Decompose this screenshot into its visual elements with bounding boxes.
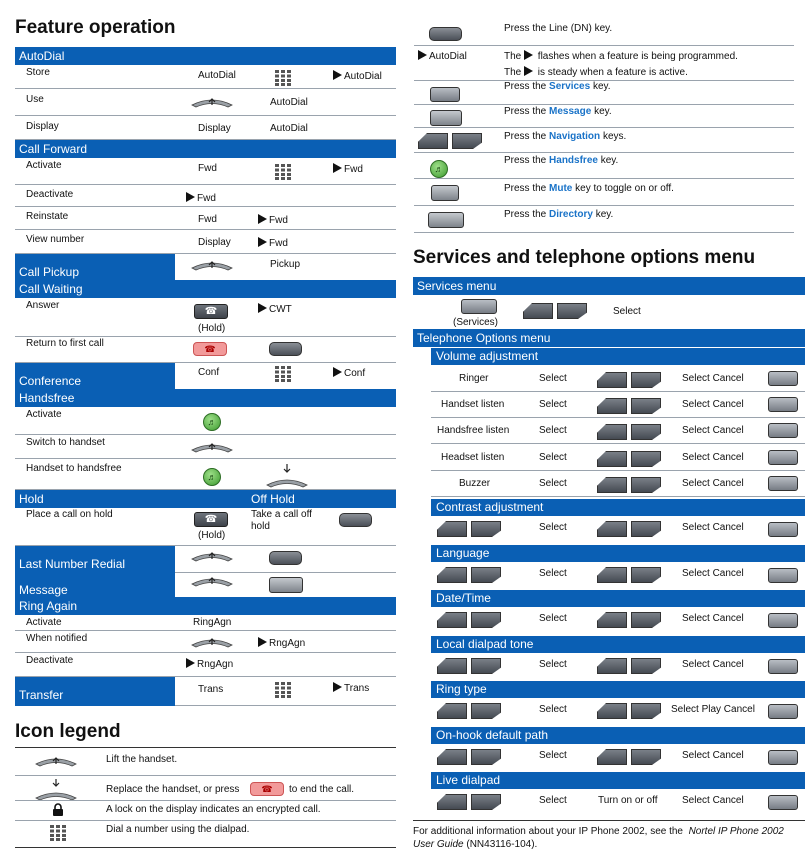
last-number-redial-header: Last Number Redial <box>15 546 175 575</box>
autodial-use-key: AutoDial <box>270 97 308 108</box>
navigation-right-key-icon <box>631 477 661 493</box>
divider <box>414 127 794 128</box>
dialpad-icon <box>50 825 66 841</box>
fwd-deactivate-indicator: Fwd <box>186 192 216 205</box>
handset-lift-icon <box>190 96 234 108</box>
divider <box>15 630 396 631</box>
mute-key-icon <box>431 185 459 201</box>
fwd-reinstate-label: Reinstate <box>26 211 69 222</box>
divider <box>175 572 396 573</box>
cw-answer-label: Answer <box>26 300 60 311</box>
navigation-right-key-icon <box>452 133 482 149</box>
volume-row-end: Select Cancel <box>682 425 744 436</box>
divider <box>15 652 396 653</box>
services-key-icon <box>430 87 460 102</box>
goodbye-key-icon: ☎ <box>193 342 227 356</box>
navigation-right-key-icon <box>631 424 661 440</box>
divider <box>15 820 396 821</box>
ra-notified-label: When notified <box>26 633 88 644</box>
telephone-options-header: Telephone Options menu <box>413 329 805 347</box>
message-header: Message <box>15 572 175 601</box>
option-mid: Turn on or off <box>598 795 658 806</box>
navigation-left-key-icon <box>597 612 627 628</box>
option-end: Select Cancel <box>682 522 744 533</box>
transfer-indicator: Trans <box>333 682 369 695</box>
services-key-icon <box>768 750 798 765</box>
legend-replace: Replace the handset, or press <box>106 784 240 795</box>
navigation-left-key-icon <box>437 749 467 765</box>
navigation-left-key-icon <box>597 521 627 537</box>
fwd-reinstate-key: Fwd <box>198 214 217 225</box>
navigation-left-key-icon <box>523 303 553 319</box>
transfer-header: Transfer <box>15 677 175 706</box>
option-section-header: Local dialpad tone <box>431 636 805 653</box>
option-select: Select <box>539 522 567 533</box>
divider <box>15 115 396 116</box>
handset-lift-icon <box>190 441 234 453</box>
ra-deactivate-label: Deactivate <box>26 655 74 666</box>
option-section-header: Language <box>431 545 805 562</box>
volume-row-end: Select Cancel <box>682 478 744 489</box>
navigation-left-key-icon <box>597 398 627 414</box>
divider <box>15 184 396 185</box>
feature-operation-title: Feature operation <box>15 17 176 38</box>
volume-row-end: Select Cancel <box>682 452 744 463</box>
divider <box>15 775 396 776</box>
navigation-right-key-icon <box>631 658 661 674</box>
handsfree-key-icon: ♬ <box>430 160 448 178</box>
indicator-arrow-icon <box>333 70 342 80</box>
services-key-icon <box>768 476 798 491</box>
line-key-icon <box>269 551 302 565</box>
option-section-header: Live dialpad <box>431 772 805 789</box>
navigation-right-key-icon <box>631 398 661 414</box>
navigation-left-key-icon <box>437 703 467 719</box>
navigation-right-key-icon <box>631 612 661 628</box>
divider <box>414 104 794 105</box>
hold-key-icon: ☎ <box>194 512 228 527</box>
fwd-activate-indicator: Fwd <box>333 163 363 176</box>
navigation-left-key-icon <box>597 451 627 467</box>
divider <box>15 206 396 207</box>
volume-row-select: Select <box>539 373 567 384</box>
indicator-arrow-icon <box>258 637 267 647</box>
take-off-hold-line1: Take a call off <box>251 509 312 520</box>
services-key-icon <box>768 450 798 465</box>
indicator-arrow-icon <box>258 303 267 313</box>
volume-row-select: Select <box>539 452 567 463</box>
message-key-icon <box>269 577 303 593</box>
services-key-icon <box>768 568 798 583</box>
divider <box>431 496 805 497</box>
autodial-flash-desc: The flashes when a feature is being programmed. <box>504 51 738 62</box>
icon-legend-title: Icon legend <box>15 721 121 742</box>
navigation-right-key-icon <box>557 303 587 319</box>
divider <box>431 443 805 444</box>
services-key-icon <box>768 397 798 412</box>
legend-lift: Lift the handset. <box>106 754 178 765</box>
goodbye-key-icon: ☎ <box>250 782 284 796</box>
hold-caption: (Hold) <box>198 530 226 541</box>
services-key-icon <box>768 613 798 628</box>
volume-row-end: Select Cancel <box>682 373 744 384</box>
divider <box>15 434 396 435</box>
autodial-steady-desc: The is steady when a feature is active. <box>504 67 688 78</box>
divider <box>431 470 805 471</box>
handset-lift-icon <box>190 550 234 562</box>
conference-header: Conference <box>15 363 175 392</box>
indicator-arrow-icon <box>186 192 195 202</box>
indicator-arrow-icon <box>524 50 533 60</box>
autodial-store-label: Store <box>26 67 50 78</box>
hf-switch-label: Switch to handset <box>26 437 105 448</box>
autodial-key-label: AutoDial <box>418 50 467 63</box>
volume-row-label: Handsfree listen <box>437 425 510 436</box>
services-menu-header: Services menu <box>413 277 805 295</box>
call-forward-header: Call Forward <box>15 140 396 158</box>
divider <box>414 205 794 206</box>
legend-replace-end: to end the call. <box>289 784 355 795</box>
lock-icon <box>52 803 64 816</box>
handsfree-header: Handsfree <box>15 389 396 407</box>
handset-replace-icon <box>34 779 78 801</box>
ra-activate-key: RingAgn <box>193 617 232 628</box>
handset-replace-icon <box>265 464 309 488</box>
divider <box>431 417 805 418</box>
services-key-icon <box>768 795 798 810</box>
handset-lift-icon <box>190 636 234 648</box>
dialpad-icon <box>275 366 291 382</box>
take-off-hold-line2: hold <box>251 521 270 532</box>
services-key-icon <box>768 371 798 386</box>
directory-key-icon <box>428 212 464 228</box>
volume-row-label: Ringer <box>459 373 489 384</box>
handsfree-key-desc: Press the Handsfree key. <box>504 155 619 166</box>
conf-indicator: Conf <box>333 367 365 380</box>
divider <box>15 229 396 230</box>
legend-lock: A lock on the display indicates an encrypted call. <box>106 804 321 815</box>
handset-lift-icon <box>190 575 234 587</box>
services-key-icon <box>768 423 798 438</box>
option-end: Select Cancel <box>682 568 744 579</box>
option-section-header: Contrast adjustment <box>431 499 805 516</box>
cw-answer-indicator: CWT <box>258 303 292 316</box>
legend-dialpad: Dial a number using the dialpad. <box>106 824 250 835</box>
navigation-left-key-icon <box>437 567 467 583</box>
option-select: Select <box>539 613 567 624</box>
navigation-left-key-icon <box>597 424 627 440</box>
option-select: Select <box>539 704 567 715</box>
handsfree-key-icon: ♬ <box>203 413 221 431</box>
navigation-right-key-icon <box>471 794 501 810</box>
option-section-header: On-hook default path <box>431 727 805 744</box>
navigation-left-key-icon <box>418 133 448 149</box>
divider <box>15 336 396 337</box>
dialpad-icon <box>275 682 291 698</box>
navigation-key-desc: Press the Navigation keys. <box>504 131 627 142</box>
autodial-header: AutoDial <box>15 47 396 65</box>
divider <box>15 800 396 801</box>
pickup-key: Pickup <box>270 259 301 270</box>
ring-again-header: Ring Again <box>15 597 396 615</box>
divider <box>175 705 396 706</box>
autodial-display-label: Display <box>26 121 59 132</box>
footer-line1: For additional information about your IP Phone 2002, see the Nortel IP Phone 2002 <box>413 826 784 837</box>
navigation-right-key-icon <box>631 372 661 388</box>
handset-lift-icon <box>34 755 78 767</box>
autodial-display-key2: AutoDial <box>270 123 308 134</box>
services-key-icon <box>768 659 798 674</box>
navigation-left-key-icon <box>437 794 467 810</box>
volume-row-select: Select <box>539 399 567 410</box>
line-key-icon <box>339 513 372 527</box>
volume-row-end: Select Cancel <box>682 399 744 410</box>
navigation-right-key-icon <box>631 749 661 765</box>
divider <box>431 391 805 392</box>
line-key-desc: Press the Line (DN) key. <box>504 23 613 34</box>
option-select: Select <box>539 750 567 761</box>
indicator-arrow-icon <box>258 214 267 224</box>
option-end: Select Cancel <box>682 659 744 670</box>
option-section-header: Ring type <box>431 681 805 698</box>
message-key-desc: Press the Message key. <box>504 106 612 117</box>
navigation-right-key-icon <box>631 567 661 583</box>
option-end: Select Cancel <box>682 795 744 806</box>
services-key-icon <box>461 299 497 314</box>
divider <box>414 232 794 233</box>
services-caption: (Services) <box>453 317 499 328</box>
navigation-left-key-icon <box>437 612 467 628</box>
fwd-view-indicator: Fwd <box>258 237 288 250</box>
navigation-right-key-icon <box>631 451 661 467</box>
navigation-right-key-icon <box>471 567 501 583</box>
indicator-arrow-icon <box>333 682 342 692</box>
navigation-right-key-icon <box>631 703 661 719</box>
navigation-left-key-icon <box>597 567 627 583</box>
handsfree-key-icon: ♬ <box>203 468 221 486</box>
volume-row-label: Buzzer <box>459 478 491 489</box>
services-options-title: Services and telephone options menu <box>413 247 756 268</box>
services-key-desc: Press the Services key. <box>504 81 611 92</box>
divider <box>15 747 396 748</box>
navigation-right-key-icon <box>631 521 661 537</box>
divider <box>15 458 396 459</box>
divider <box>413 820 805 821</box>
services-key-icon <box>768 704 798 719</box>
footer-line2: User Guide (NN43116-104). <box>413 839 538 850</box>
handset-lift-icon <box>190 259 234 271</box>
volume-row-label: Handset listen <box>441 399 505 410</box>
autodial-store-key: AutoDial <box>198 70 236 81</box>
ra-deactivate-indicator: RngAgn <box>186 658 233 671</box>
directory-key-desc: Press the Directory key. <box>504 209 614 220</box>
volume-row-select: Select <box>539 478 567 489</box>
navigation-left-key-icon <box>437 521 467 537</box>
hold-place-label: Place a call on hold <box>26 509 113 520</box>
option-section-header: Date/Time <box>431 590 805 607</box>
divider <box>414 152 794 153</box>
autodial-use-label: Use <box>26 94 44 105</box>
hold-key-icon: ☎ <box>194 304 228 319</box>
option-end: Select Cancel <box>682 613 744 624</box>
message-key-icon <box>430 110 462 126</box>
indicator-arrow-icon <box>333 163 342 173</box>
volume-adjustment-header: Volume adjustment <box>431 348 805 365</box>
hf-activate-label: Activate <box>26 409 62 420</box>
autodial-store-indicator: AutoDial <box>333 70 382 83</box>
indicator-arrow-icon <box>418 50 427 60</box>
hf-to-hf-label: Handset to handsfree <box>26 463 122 474</box>
navigation-right-key-icon <box>471 658 501 674</box>
fwd-reinstate-indicator: Fwd <box>258 214 288 227</box>
option-end: Select Cancel <box>682 750 744 761</box>
fwd-activate-key: Fwd <box>198 163 217 174</box>
divider <box>15 88 396 89</box>
indicator-arrow-icon <box>258 237 267 247</box>
navigation-right-key-icon <box>471 521 501 537</box>
call-waiting-header: Call Waiting <box>15 280 396 298</box>
navigation-left-key-icon <box>597 703 627 719</box>
cw-hold-caption: (Hold) <box>198 323 226 334</box>
call-pickup-header: Call Pickup <box>15 254 175 283</box>
navigation-right-key-icon <box>471 703 501 719</box>
hold-header: Hold <box>15 490 247 508</box>
line-key-icon <box>269 342 302 356</box>
navigation-left-key-icon <box>597 658 627 674</box>
option-select: Select <box>539 568 567 579</box>
conf-key: Conf <box>198 367 220 378</box>
option-select: Select <box>539 659 567 670</box>
divider <box>414 178 794 179</box>
navigation-right-key-icon <box>471 749 501 765</box>
option-end: Select Play Cancel <box>671 704 755 715</box>
indicator-arrow-icon <box>186 658 195 668</box>
indicator-arrow-icon <box>524 66 533 76</box>
volume-row-select: Select <box>539 425 567 436</box>
navigation-left-key-icon <box>597 749 627 765</box>
dialpad-icon <box>275 164 291 180</box>
volume-row-label: Headset listen <box>441 452 505 463</box>
navigation-left-key-icon <box>597 477 627 493</box>
divider <box>414 45 794 46</box>
services-select: Select <box>613 306 641 317</box>
indicator-arrow-icon <box>333 367 342 377</box>
fwd-view-label: View number <box>26 234 85 245</box>
navigation-left-key-icon <box>597 372 627 388</box>
cw-return-label: Return to first call <box>26 338 104 349</box>
line-key-icon <box>429 27 462 41</box>
navigation-left-key-icon <box>437 658 467 674</box>
divider <box>15 847 396 848</box>
dialpad-icon <box>275 70 291 86</box>
fwd-deactivate-label: Deactivate <box>26 189 74 200</box>
fwd-activate-label: Activate <box>26 160 62 171</box>
services-key-icon <box>768 522 798 537</box>
navigation-right-key-icon <box>471 612 501 628</box>
ra-activate-label: Activate <box>26 617 62 628</box>
mute-key-desc: Press the Mute key to toggle on or off. <box>504 183 674 194</box>
off-hold-header: Off Hold <box>247 490 396 508</box>
option-select: Select <box>539 795 567 806</box>
ra-notified-indicator: RngAgn <box>258 637 305 650</box>
fwd-view-key: Display <box>198 237 231 248</box>
autodial-display-key: Display <box>198 123 231 134</box>
transfer-key: Trans <box>198 684 224 695</box>
